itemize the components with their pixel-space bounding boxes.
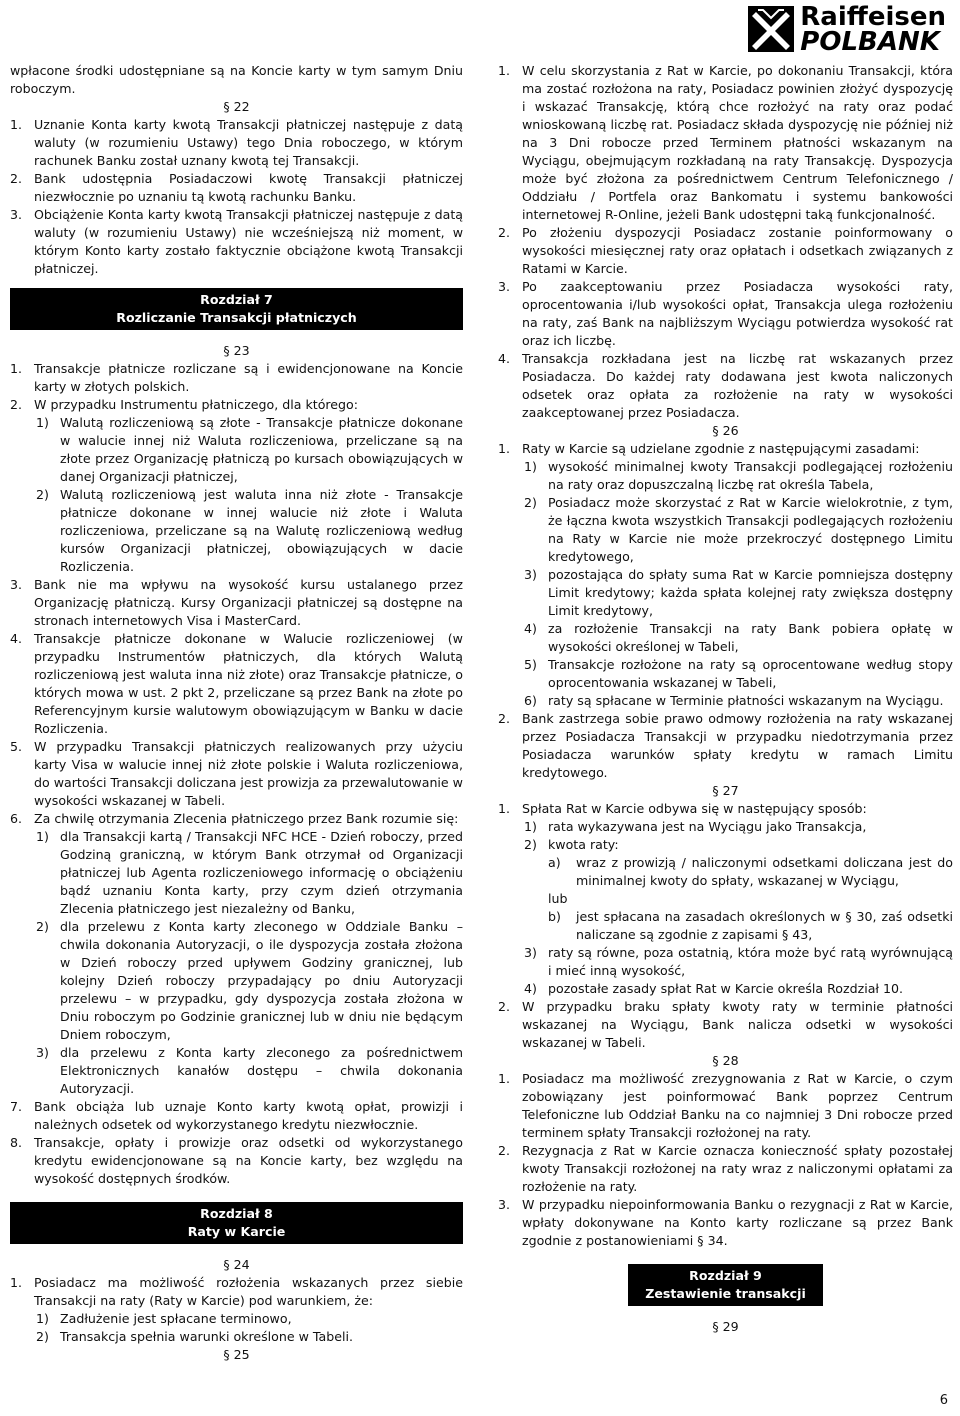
list-item: 1. Posiadacz ma możliwość rozłożenia wskazanych przez siebie Transakcji na raty (Raty w Karcie) pod warunkiem, że: — [10, 1275, 463, 1308]
list-item: 1. Spłata Rat w Karcie odbywa się w następujący sposób: — [498, 801, 867, 816]
list-item: 7. Bank obciąża lub uznaje Konto karty kwotą opłat, prowizji i należnych odsetek od wykorzystanego kredytu niezwłocznie. — [10, 1099, 463, 1132]
list-item: 4. Transakcja rozkładana jest na liczbę rat wskazanych przez Posiadacza. Do każdej raty dodawana jest kwota naliczonych odsetek oraz opłata za rozłożenie na raty w wysokości zaakceptowanej przez Posiadacza. — [498, 351, 953, 420]
logo-name-line1: Raiffeisen — [800, 2, 946, 32]
sub-list-item: 2) Walutą rozliczeniową jest waluta inna niż złote - Transakcje płatnicze dokonane w innej walucie niż złote i Waluta rozliczeniowa, przeliczane są na Walutę rozliczeniową według kursów Organizacji płatniczej, obowiązujących w dacie Rozliczenia. — [36, 487, 463, 574]
list-item: 3. Bank nie ma wpływu na wysokość kursu ustalanego przez Organizację płatniczą. Kursy Organizacji płatniczej są dostępne na stronach internetowych Visa i MasterCard. — [10, 577, 463, 628]
section-heading-24: § 24 — [223, 1257, 250, 1272]
section-heading-28: § 28 — [712, 1053, 739, 1068]
sub-list-item: 3) raty są równe, poza ostatnią, która może być ratą wyrównującą i mieć inną wysokość, — [524, 945, 953, 978]
chapter-banner-8: Rozdział 8 Raty w Karcie — [10, 1202, 463, 1244]
sub-list-item: 4) pozostałe zasady spłat Rat w Karcie określa Rozdział 10. — [524, 981, 904, 996]
list-item: 3. Po zaakceptowaniu przez Posiadacza wysokości raty, oprocentowania i/lub wysokości opłat, Transakcja ulega rozłożeniu na raty, zaś Bank na najbliższym Wyciągu potwierdza wysokość rat oraz ich liczbę. — [498, 279, 953, 348]
list-item: 5. W przypadku Transakcji płatniczych realizowanych przy użyciu karty Visa w walucie innej niż złote polskie i Waluta rozliczeniowa, do wartości Transakcji doliczana jest prowizja za przewalutowanie w wysokości wskazanej w Tabeli. — [10, 739, 463, 808]
sub-list-item: 1) dla Transakcji kartą / Transakcji NFC HCE - Dzień roboczy, przed Godziną graniczną, w którym Bank otrzymał od Organizacji płatniczej lub Agenta rozliczeniowego informację o obciążeniu bądź uznaniu Konta karty, przy czym dzień otrzymania Zlecenia płatniczego jest niezależny od Banku, — [36, 829, 463, 916]
sub-sub-list-item: b) jest spłacana na zasadach określonych w § 30, zaś odsetki naliczane są zgodnie z zapisami § 43, — [548, 909, 953, 942]
list-item: 1. Raty w Karcie są udzielane zgodnie z następującymi zasadami: — [498, 441, 920, 456]
list-item: 1. Transakcje płatnicze rozliczane są i ewidencjonowane na Koncie karty w złotych polskich. — [10, 361, 463, 394]
list-item: 2. Rezygnacja z Rat w Karcie oznacza konieczność spłaty pozostałej kwoty Transakcji rozłożonej na raty wraz z naliczonymi opłatami za rozłożenie na raty. — [498, 1143, 953, 1194]
sub-sub-list-item: a) wraz z prowizją / naliczonymi odsetkami doliczana jest do minimalnej kwoty do spłaty, wskazanej w Wyciągu, — [548, 855, 953, 888]
list-item: 8. Transakcje, opłaty i prowizje oraz odsetki od wykorzystanego kredytu ewidencjonowane są na Koncie karty, bez względu na wysokość dostępnych środków. — [10, 1135, 463, 1186]
raiffeisen-gable-cross-icon — [748, 6, 794, 52]
page-number: 6 — [939, 1393, 948, 1408]
sub-list-item: 4) za rozłożenie Transakcji na raty Bank pobiera opłatę w wysokości określonej w Tabeli, — [524, 621, 953, 654]
sub-list-item: 1) Zadłużenie jest spłacane terminowo, — [36, 1311, 292, 1326]
sub-list-item: 3) pozostająca do spłaty suma Rat w Karcie pomniejsza dostępny Limit kredytowy; każda spłata kolejnej raty zwiększa dostępny Limit kredytowy, — [524, 567, 953, 618]
list-item: 2. Bank zastrzega sobie prawo odmowy rozłożenia na raty wskazanej przez Posiadacza Transakcji w przypadku niedotrzymania przez Posiadacza warunków spłaty kredytu w ramach Limitu kredytowego. — [498, 711, 953, 780]
left-column — [10, 62, 463, 1364]
sub-list-item: 2) Posiadacz może skorzystać z Rat w Karcie wielokrotnie, z tym, że łączna kwota wszystkich Transakcji podlegających rozłożeniu na Raty w Karcie nie może przekroczyć dostępnego Limitu kredytowego, — [524, 495, 953, 564]
list-item: 3. Obciążenie Konta karty kwotą Transakcji płatniczej następuje z datą waluty (w rozumieniu Ustawy) nie wcześniejszą niż moment, w którym Konto karty zostało faktycznie obciążone kwotą Transakcji płatniczej. — [10, 207, 463, 276]
sub-list-item: 5) Transakcje rozłożone na raty są oprocentowane według stopy oprocentowania wskazanej w Tabeli, — [524, 657, 953, 690]
chapter-banner-9: Rozdział 9 Zestawienie transakcji — [628, 1264, 823, 1306]
list-item: 2. W przypadku braku spłaty kwoty raty w terminie płatności wskazanej na Wyciągu, Bank nalicza odsetki w wysokości wskazanej w Tabeli. — [498, 999, 953, 1050]
list-item: 1. W celu skorzystania z Rat w Karcie, po dokonaniu Transakcji, która ma zostać rozłożona na raty, Posiadacz powinien złożyć dyspozycję i wskazać Transakcję, którą chce rozłożyć na raty oraz podać wnioskowaną liczbę rat. Posiadacz składa dyspozycję nie później niż na 3 Dni robocze przed Terminem płatności wskazanym na Wyciągu, obejmującym rozkładaną na raty Transakcję. Dyspozycja może być złożona za pośrednictwem Centrum Telefonicznego / Oddziału / Portfela oraz Bankomatu i systemu bankowości internetowej R-Online, jeżeli Bank udostępni taką funkcjonalność. — [498, 63, 953, 222]
list-item: 3. W przypadku niepoinformowania Banku o rezygnacji z Rat w Karcie, wpłaty dokonywane na Konto karty rozliczane są przez Bank zgodnie z postanowieniami § 34. — [498, 1197, 953, 1248]
sub-list-item: 1) Walutą rozliczeniową są złote - Transakcje płatnicze dokonane w walucie innej niż Waluta rozliczeniowa, przeliczane są na złote przez Organizację płatniczą po kursach obowiązujących w danej Organizacji płatniczej, — [36, 415, 463, 484]
list-item: 2. Bank udostępnia Posiadaczowi kwotę Transakcji płatniczej niezwłocznie po uznaniu tą kwotą rachunku Banku. — [10, 171, 463, 204]
section-heading-25: § 25 — [223, 1347, 250, 1362]
sub-list-item: 2) Transakcja spełnia warunki określone w Tabeli. — [36, 1329, 353, 1344]
sub-list-item: 1) wysokość minimalnej kwoty Transakcji podlegającej rozłożeniu na raty oraz dopuszczalną liczbę rat określa Tabela, — [524, 459, 953, 492]
section-heading-26: § 26 — [712, 423, 739, 438]
list-item: 6. Za chwilę otrzymania Zlecenia płatniczego przez Bank rozumie się: — [10, 811, 459, 826]
sub-list-item: 1) rata wykazywana jest na Wyciągu jako Transakcja, — [524, 819, 867, 834]
bank-logo — [748, 2, 946, 57]
chapter-banner-7: Rozdział 7 Rozliczanie Transakcji płatniczych — [10, 288, 463, 330]
list-item: 1. Posiadacz ma możliwość zrezygnowania z Rat w Karcie, o czym zobowiązany jest poinformować Bank poprzez Centrum Telefoniczne lub Oddział Banku na co najmniej 3 Dni robocze przed terminem spłaty Transakcji rozłożonej na raty. — [498, 1071, 953, 1140]
section-heading-29: § 29 — [712, 1319, 739, 1334]
sub-list-item: 2) kwota raty: — [524, 837, 619, 852]
right-column — [498, 62, 953, 1336]
section-heading-23: § 23 — [223, 343, 250, 358]
sub-list-item: 6) raty są spłacane w Terminie płatności wskazanym na Wyciągu. — [524, 693, 944, 708]
list-item: 1. Uznanie Konta karty kwotą Transakcji płatniczej następuje z datą waluty (w rozumieniu Ustawy) tego Dnia roboczego, w którym rachunek Banku został uznany kwotą tej Transakcji. — [10, 117, 463, 168]
sub-list-item: 2) dla przelewu z Konta karty zleconego w Oddziale Banku – chwila dokonania Autoryzacji, o ile dyspozycja została złożona w Dzień roboczy przed upływem Godziny granicznej, lub kolejny Dzień roboczy przypadający po dniu Autoryzacji przelewu – w przypadku, gdy dyspozycja została złożona w Dniu roboczym po Godzinie granicznej lub w dniu nie będącym Dniem roboczym, — [36, 919, 463, 1042]
intro-text: wpłacone środki udostępniane są na Koncie karty w tym samym Dniu roboczym. — [10, 63, 463, 96]
section-heading-27: § 27 — [712, 783, 739, 798]
list-item: 4. Transakcje płatnicze dokonane w Walucie rozliczeniowej (w przypadku Instrumentów płatniczych, dla których Walutą rozliczeniową jest waluta inna niż złote) oraz Transakcje płatnicze, o których mowa w ust. 2 pkt 2, przeliczane są przez Bank na złote po Referencyjnym kursie walutowym obowiązującym w Banku w dacie Rozliczenia. — [10, 631, 463, 736]
list-item: 2. W przypadku Instrumentu płatniczego, dla którego: — [10, 397, 358, 412]
logo-name-line2: POLBANK — [800, 27, 940, 57]
list-item: 2. Po złożeniu dyspozycji Posiadacz zostanie poinformowany o wysokości miesięcznej raty oraz opłatach i odsetkach związanych z Ratami w Karcie. — [498, 225, 953, 276]
sub-list-item: 3) dla przelewu z Konta karty zleconego za pośrednictwem Elektronicznych kanałów dostępu – chwila dokonania Autoryzacji. — [36, 1045, 463, 1096]
or-connector: lub — [548, 891, 568, 906]
section-heading-22: § 22 — [223, 99, 250, 114]
